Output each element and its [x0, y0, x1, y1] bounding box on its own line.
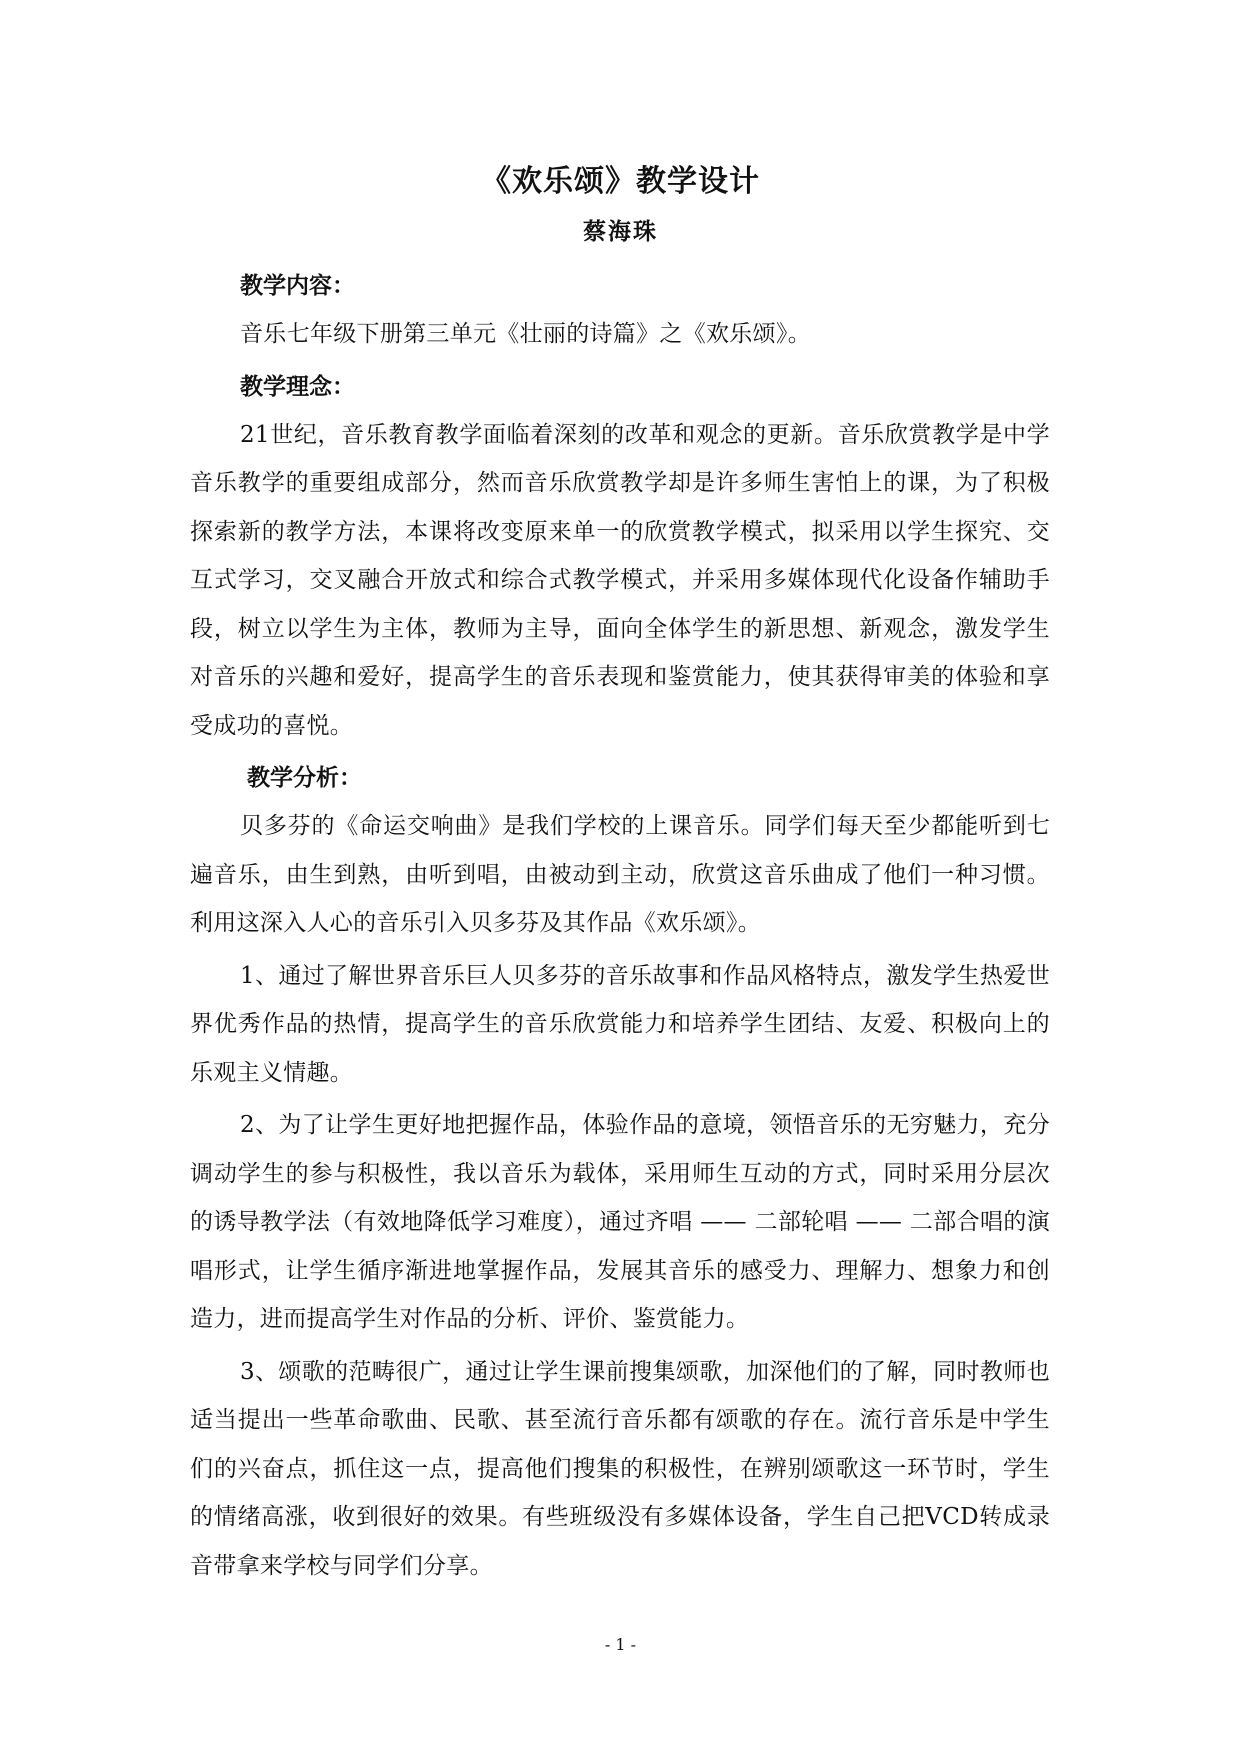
section-heading-analysis: 教学分析： [247, 765, 362, 791]
document-author: 蔡海珠 [583, 219, 658, 245]
analysis-paragraph-1: 1、通过了解世界音乐巨人贝多芬的音乐故事和作品风格特点，激发学生热爱世界优秀作品的热情，提高学生的音乐欣赏能力和培养学生团结、友爱、积极向上的乐观主义情趣。 [190, 962, 1050, 1086]
section-heading-philosophy: 教学理念： [240, 373, 355, 400]
philosophy-paragraph: 21世纪，音乐教育教学面临着深刻的改革和观念的更新。音乐欣赏教学是中学音乐教学的重要组成部分，然而音乐欣赏教学却是许多师生害怕上的课，为了积极探索新的教学方法，本课将改变原来单一的欣赏教学模式，拟采用以学生探究、交互式学习，交叉融合开放式和综合式教学模式，并采用多媒体现代化设备作辅助手段，树立以学生为主体，教师为主导，面向全体学生的新思想、新观念，激发学生对音乐的兴趣和爱好，提高学生的音乐表现和鉴赏能力，使其获得审美的体验和享受成功的喜悦。 [190, 421, 1050, 739]
content-paragraph: 音乐七年级下册第三单元《壮丽的诗篇》之《欢乐颂》。 [240, 321, 811, 347]
document-body [190, 262, 1050, 1590]
analysis-paragraph-2: 2、为了让学生更好地把握作品，体验作品的意境，领悟音乐的无穷魅力，充分调动学生的参与积极性，我以音乐为载体，采用师生互动的方式，同时采用分层次的诱导教学法（有效地降低学习难度），通过齐唱 —— 二部轮唱 —— 二部合唱的演唱形式，让学生循序渐进地掌握作品，发展其音乐的感受力、理解力、想象力和创造力，进而提高学生对作品的分析、评价、鉴赏能力。 [190, 1112, 1050, 1332]
analysis-paragraph-3: 3、颂歌的范畴很广，通过让学生课前搜集颂歌，加深他们的了解，同时教师也适当提出一些革命歌曲、民歌、甚至流行音乐都有颂歌的存在。流行音乐是中学生们的兴奋点，抓住这一点，提高他们搜集的积极性，在辨别颂歌这一环节时，学生的情绪高涨，收到很好的效果。有些班级没有多媒体设备，学生自己把VCD转成录音带拿来学校与同学们分享。 [190, 1358, 1050, 1579]
analysis-paragraph-intro: 贝多芬的《命运交响曲》是我们学校的上课音乐。同学们每天至少都能听到七遍音乐，由生到熟，由听到唱，由被动到主动，欣赏这音乐曲成了他们一种习惯。利用这深入人心的音乐引入贝多芬及其作品《欢乐颂》。 [190, 813, 1050, 936]
section-heading-content: 教学内容： [240, 273, 355, 299]
page-number: - 1 - [604, 1635, 637, 1654]
document-title: 《欢乐颂》教学设计 [481, 164, 760, 199]
